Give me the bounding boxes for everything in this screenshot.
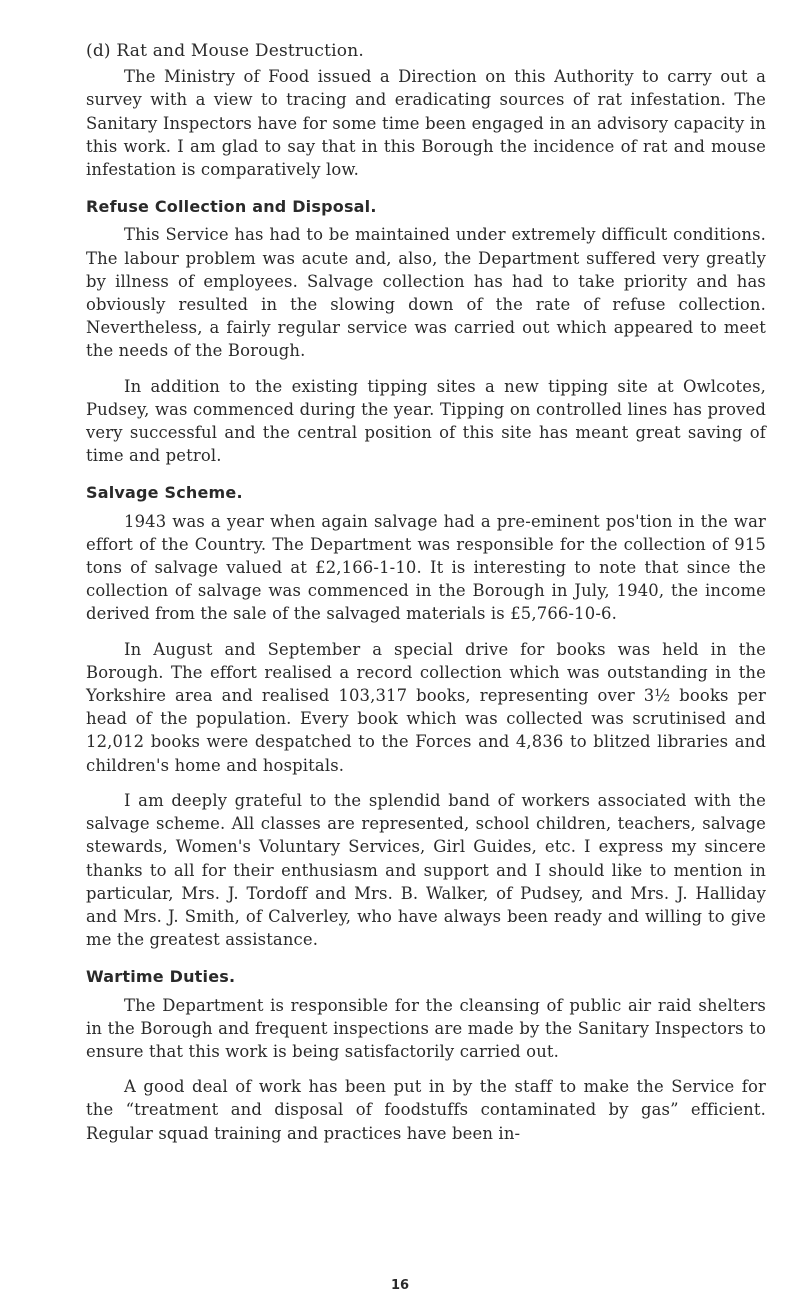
section-d-title: (d) Rat and Mouse Destruction.: [86, 41, 364, 61]
rat-mouse-paragraph: The Ministry of Food issued a Direction on this Authority to carry out a survey with a view to tracing and eradicating sources of rat infestation. The Sanitary Inspectors have for some time been engaged in an advisory capacity in this work. I am glad to say that in this Borough the incidence of rat and mouse infestation is comparatively low.: [86, 67, 766, 180]
refuse-paragraph-1: This Service has had to be maintained under extremely difficult conditions. The labour problem was acute and, also, the Department suffered very greatly by illness of employees. Salvage collection has had to take priority and has obviously resulted in the slowing down of the rate of refuse collection. Nevertheless, a fairly regular service was carried out which appeared to meet the needs of the Borough.: [86, 225, 766, 361]
page-number: 16: [390, 1278, 410, 1293]
wartime-paragraph-1: The Department is responsible for the cleansing of public air raid shelters in the Borough and frequent inspections are made by the Sanitary Inspectors to ensure that this work is being satisfactorily carried out.: [86, 995, 766, 1061]
salvage-paragraph-2: In August and September a special drive for books was held in the Borough. The effort realised a record collection which was outstanding in the Yorkshire area and realised 103,317 books, representing over 3½ books per head of the population. Every book which was collected was scrutinised and 12,012 books were despatched to the Forces and 4,836 to blitzed libraries and children's home and hospitals.: [86, 639, 766, 775]
salvage-paragraph-1: 1943 was a year when again salvage had a pre-eminent pos'tion in the war effort of the Country. The Department was responsible for the collection of 915 tons of salvage valued at £2,166-1-10. It is interesting to note that since the collection of salvage was commenced in the Borough in July, 1940, the income derived from the sale of the salvaged materials is £5,766-10-6.: [86, 511, 766, 624]
refuse-heading: Refuse Collection and Disposal.: [86, 197, 377, 217]
salvage-heading: Salvage Scheme.: [86, 483, 243, 503]
refuse-paragraph-2: In addition to the existing tipping sites a new tipping site at Owlcotes, Pudsey, was commenced during the year. Tipping on controlled lines has proved very successful and the central position of this site has meant great saving of time and petrol.: [86, 376, 766, 466]
wartime-heading: Wartime Duties.: [86, 967, 236, 987]
document-page: [86, 40, 766, 1157]
wartime-paragraph-2: A good deal of work has been put in by the staff to make the Service for the “treatment and disposal of foodstuffs contaminated by gas” efficient. Regular squad training and practices have been in-: [86, 1077, 766, 1143]
salvage-paragraph-3: I am deeply grateful to the splendid band of workers associated with the salvage scheme. All classes are represented, school children, teachers, salvage stewards, Women's Voluntary Services, Girl Guides, etc. I express my sincere thanks to all for their enthusiasm and support and I should like to mention in particular, Mrs. J. Tordoff and Mrs. B. Walker, of Pudsey, and Mrs. J. Halliday and Mrs. J. Smith, of Calverley, who have always been ready and willing to give me the greatest assistance.: [86, 790, 766, 950]
